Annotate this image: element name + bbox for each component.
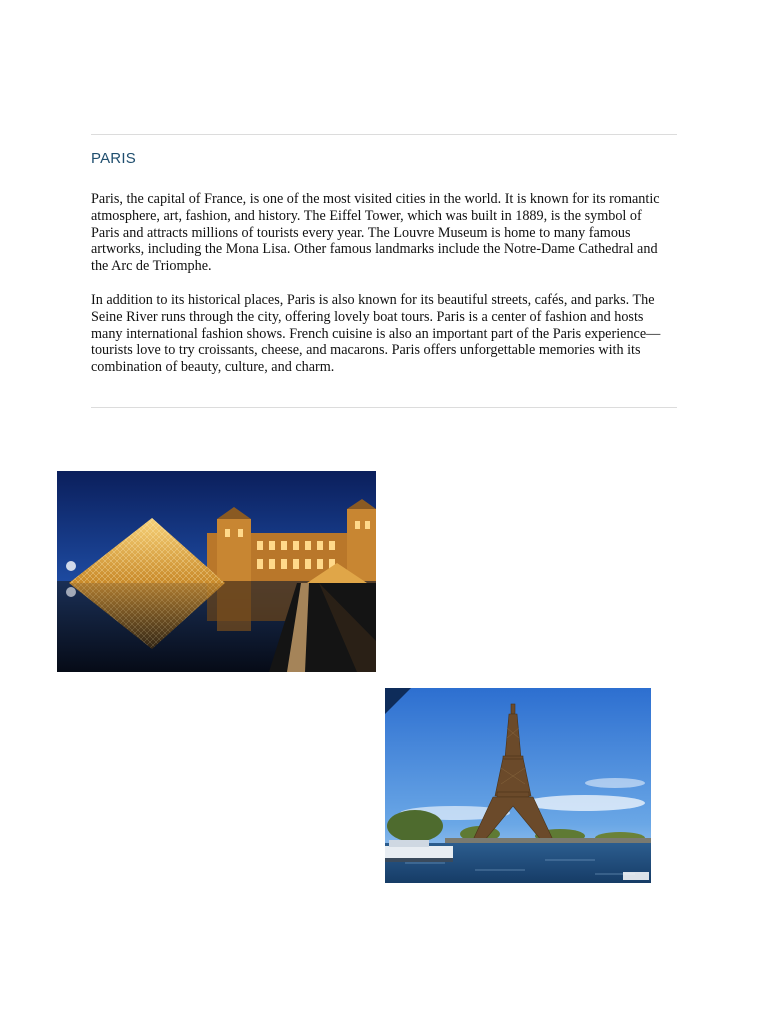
paragraph-1: Paris, the capital of France, is one of the most visited cities in the world. It is known for its romantic atmosphere, art, fashion, and history. The Eiffel Tower, which was built in 1889, is the symbol of Paris and attracts millions of tourists every year. The Louvre Museum is home to many famous artworks, including the Mona Lisa. Other famous landmarks include the Notre-Dame Cathedral and the Arc de Triomphe. xyxy=(91,191,660,275)
paragraph-2: In addition to its historical places, Paris is also known for its beautiful streets, cafés, and parks. The Seine River runs through the city, offering lovely boat tours. Paris is a center of fashion and hosts many international fashion shows. French cuisine is also an important part of the Paris experience—tourists love to try croissants, cheese, and macarons. Paris offers unforgettable memories with its combination of beauty, culture, and charm. xyxy=(91,292,661,376)
page-title: PARIS xyxy=(91,150,136,167)
eiffel-tower-photo xyxy=(385,688,651,883)
top-divider xyxy=(91,134,677,135)
louvre-photo xyxy=(57,471,376,672)
bottom-divider xyxy=(91,407,677,408)
